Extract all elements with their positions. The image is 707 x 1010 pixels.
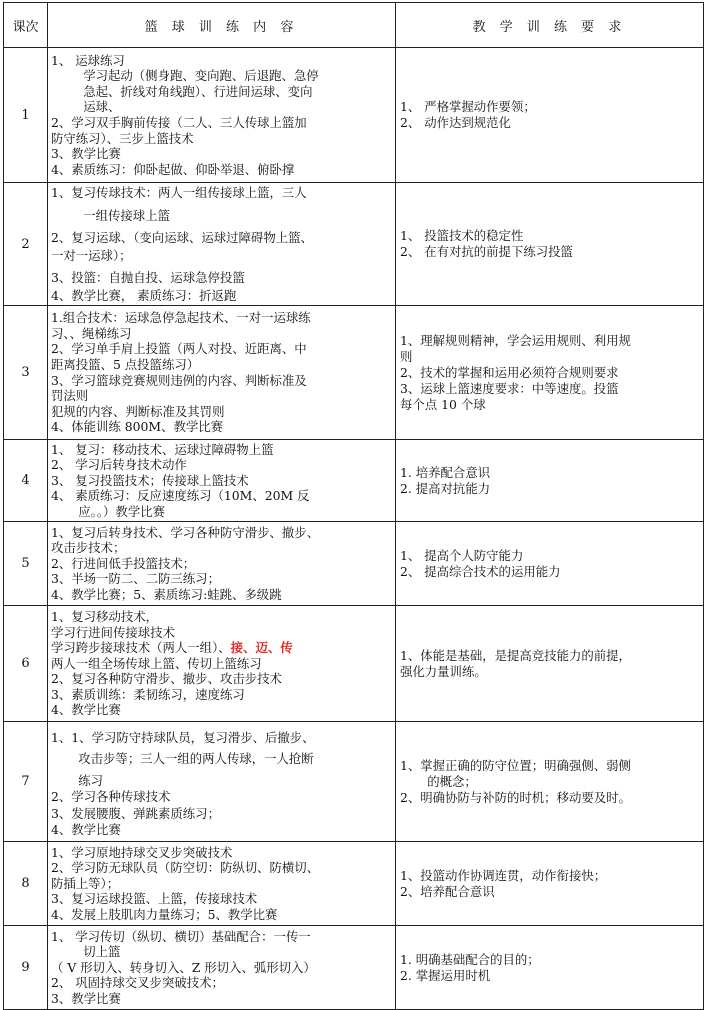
lesson-number: 2 — [4, 183, 48, 306]
requirement-line: 2. 掌握运用时机 — [400, 967, 491, 983]
content-line: 一对一运球）； — [51, 247, 132, 263]
requirement-line: 1、理解规则精神，学会运用规则、利用规 — [400, 332, 631, 348]
table-row — [4, 722, 704, 842]
table-row — [4, 522, 704, 606]
content-line: （ V 形切入、转身切入、Z 形切入、弧形切入） — [51, 959, 316, 975]
content-line: 应。。）教学比赛 — [78, 503, 165, 519]
content-line: 1.组合技术：运球急停急起技术、一对一运球练 — [51, 310, 311, 326]
content-line: 1、 运球练习 — [51, 52, 125, 68]
lesson-number: 7 — [4, 722, 48, 842]
content-line: 一组传接球上篮 — [83, 207, 170, 223]
content-line: 1、复习传球技术：两人一组传接球上篮，三人 — [51, 185, 307, 200]
lesson-number: 5 — [4, 522, 48, 606]
table-header-row — [4, 3, 704, 48]
content-line: 3、 复习投篮技术；传接球上篮技术 — [51, 472, 249, 488]
content-line: 犯规的内容、判断标准及其罚则 — [51, 403, 225, 419]
requirements-cell — [396, 306, 704, 440]
content-line: 3、教学比赛 — [51, 146, 121, 162]
requirements-cell — [396, 842, 704, 926]
content-line: 2、学习各种传球技术 — [51, 789, 171, 804]
header-lesson-number: 课次 — [4, 3, 48, 48]
requirements-cell — [396, 440, 704, 522]
content-line: 防守练习）、三步上篮技术 — [51, 130, 194, 146]
content-line: 急起、折线对角线跑）、行进间运球、变向 — [83, 83, 313, 99]
content-line: 1、1、学习防守持球队员，复习滑步、后撤步、 — [51, 729, 315, 745]
content-line: 练习 — [78, 772, 104, 788]
requirement-line: 1、 投篮技术的稳定性 — [400, 228, 524, 243]
content-line: 3、素质训练：柔韧练习，速度练习 — [51, 686, 245, 702]
requirement-line: 3、运球上篮速度要求：中等速度。投篮 — [400, 380, 619, 396]
table-row — [4, 842, 704, 926]
content-line: 1、学习原地持球交叉步突破技术 — [51, 844, 233, 860]
requirement-line: 1、掌握正确的防守位置；明确强侧、弱侧 — [400, 757, 631, 773]
requirement-line: 2. 提高对抗能力 — [400, 480, 491, 496]
highlighted-text: 接、迈、传 — [230, 640, 293, 656]
content-line: 2、学习防无球队员（防空切：防纵切、防横切、 — [51, 860, 320, 876]
requirements-cell — [396, 522, 704, 606]
requirement-line: 2、 提高综合技术的运用能力 — [400, 563, 561, 579]
content-line: 切上篮 — [83, 944, 121, 960]
content-line: 1、复习移动技术， — [51, 608, 159, 624]
content-line: 4、 素质练习：反应速度练习（10M、20M 反 — [51, 488, 310, 504]
content-line: 4、教学比赛 — [51, 822, 121, 837]
content-line: 运球、 — [83, 99, 121, 115]
content-line: 攻击步等；三人一组的两人传球，一人抢断 — [78, 751, 314, 766]
table-row — [4, 606, 704, 722]
content-text: 学习跨步接球技术（两人一组）、 — [51, 640, 231, 656]
content-line: 1、 学习传切（纵切、横切）基础配合：一传一 — [51, 928, 311, 944]
requirements-cell — [396, 183, 704, 306]
training-content-cell — [48, 722, 396, 842]
lesson-number: 3 — [4, 306, 48, 440]
requirement-line: 则 — [400, 348, 413, 364]
requirements-cell — [396, 722, 704, 842]
table-row — [4, 48, 704, 183]
lesson-number: 8 — [4, 842, 48, 926]
requirement-line: 2、明确协防与补防的时机；移动要及时。 — [400, 789, 631, 805]
requirement-line: 2、 在有对抗的前提下练习投篮 — [400, 244, 573, 259]
content-line: 3、教学比赛 — [51, 990, 121, 1006]
content-line: 4、发展上肢肌肉力量练习；5、教学比赛 — [51, 906, 278, 922]
content-line: 1、 复习：移动技术、运球过障碍物上篮 — [51, 441, 274, 457]
content-line: 2、 巩固持球交叉步突破技术； — [51, 975, 224, 991]
header-training-content: 篮 球 训 练 内 容 — [48, 3, 396, 48]
content-line: 2、行进间低手投篮技术； — [51, 555, 196, 571]
requirement-line: 2、技术的掌握和运用必须符合规则要求 — [400, 364, 619, 380]
content-line: 学习行进间传接球技术 — [51, 624, 175, 640]
requirement-line: 的概念； — [427, 773, 477, 789]
content-line: 4、教学比赛， 素质练习：折返跑 — [51, 287, 237, 303]
content-line: 2、复习运球、（变向运球、运球过障碍物上篮、 — [51, 230, 313, 245]
content-line: 3、学习篮球竞赛规则违例的内容、判断标准及 — [51, 372, 307, 388]
training-content-cell — [48, 183, 396, 306]
training-content-cell — [48, 306, 396, 440]
requirement-line: 1、 提高个人防守能力 — [400, 547, 524, 563]
content-line: 4、素质练习：仰卧起做、仰卧举退、俯卧撑 — [51, 161, 295, 177]
table-row — [4, 926, 704, 1010]
training-content-cell — [48, 440, 396, 522]
requirement-line: 1. 明确基础配合的目的； — [400, 951, 540, 967]
requirement-line: 强化力量训练。 — [400, 663, 487, 679]
content-line: 罚法则 — [51, 388, 89, 404]
requirement-line: 1、体能是基础，是提高竞技能力的前提， — [400, 647, 631, 663]
training-content-cell — [48, 606, 396, 722]
training-plan-table — [3, 2, 704, 1010]
content-line: 3、发展腰腹、弹跳素质练习； — [51, 805, 220, 821]
content-line: 2、学习双手胸前传接（二人、三人传球上篮加 — [51, 115, 307, 130]
content-line — [51, 640, 391, 656]
requirements-cell — [396, 48, 704, 183]
table-row — [4, 183, 704, 306]
requirement-line: 每个点 10 个球 — [400, 396, 486, 412]
content-line: 1、复习后转身技术、学习各种防守滑步、撤步、 — [51, 524, 320, 540]
requirement-line: 1、投篮动作协调连贯，动作衔接快； — [400, 867, 607, 883]
content-line: 距离投篮、5 点投篮练习） — [51, 356, 200, 372]
training-content-cell — [48, 926, 396, 1010]
table-row — [4, 440, 704, 522]
content-line: 4、教学比赛 — [51, 702, 121, 718]
content-line: 攻击步技术； — [51, 540, 126, 556]
training-content-cell — [48, 48, 396, 183]
header-requirements: 教 学 训 练 要 求 — [396, 3, 704, 48]
training-content-cell — [48, 842, 396, 926]
requirement-line: 1. 培养配合意识 — [400, 464, 491, 480]
lesson-number: 4 — [4, 440, 48, 522]
requirements-cell — [396, 926, 704, 1010]
content-line: 两人一组全场传球上篮、传切上篮练习 — [51, 655, 262, 671]
requirement-line: 1、 严格掌握动作要领； — [400, 99, 536, 114]
table-row — [4, 306, 704, 440]
requirement-line: 2、 动作达到规范化 — [400, 115, 511, 130]
content-line: 防插上等）； — [51, 875, 120, 891]
lesson-number: 1 — [4, 48, 48, 183]
content-line: 3、半场一防二、二防三练习； — [51, 571, 220, 587]
lesson-number: 9 — [4, 926, 48, 1010]
requirement-line: 2、培养配合意识 — [400, 883, 495, 899]
content-line: 4、体能训练 800M、教学比赛 — [51, 419, 224, 435]
content-line: 3、投篮：自抛自投、运球急停投篮 — [51, 270, 245, 285]
content-line: 习、、绳梯练习 — [51, 325, 132, 341]
requirements-cell — [396, 606, 704, 722]
content-line: 2、 学习后转身技术动作 — [51, 457, 187, 473]
lesson-number: 6 — [4, 606, 48, 722]
content-line: 4、教学比赛；5、素质练习:蛙跳、多级跳 — [51, 586, 282, 602]
training-content-cell — [48, 522, 396, 606]
content-line: 2、学习单手肩上投篮（两人对投、近距离、中 — [51, 341, 307, 357]
content-line: 3、复习运球投篮、上篮，传接球技术 — [51, 891, 258, 907]
content-line: 2、复习各种防守滑步、撤步、攻击步技术 — [51, 671, 282, 687]
content-line: 学习起动（侧身跑、变向跑、后退跑、急停 — [83, 68, 319, 84]
